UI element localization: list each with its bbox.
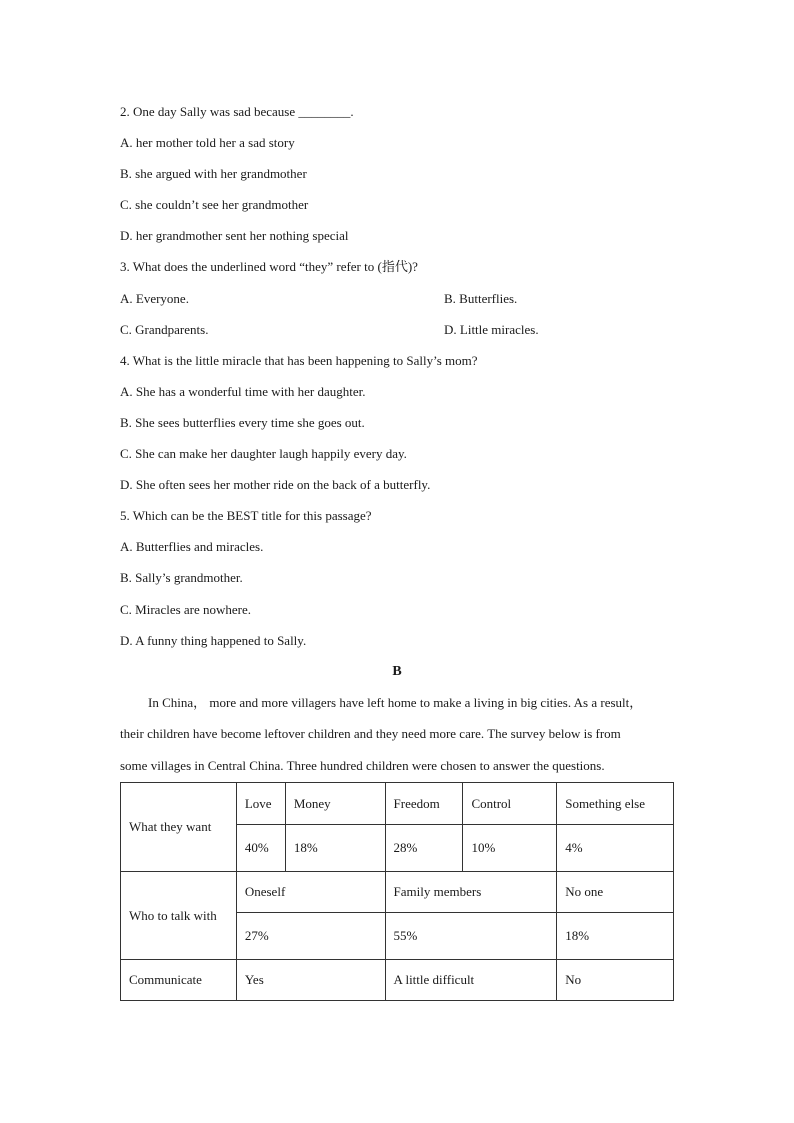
question-3-option-d: D. Little miracles.	[444, 321, 539, 337]
question-5-option-a: A. Butterflies and miracles.	[120, 539, 264, 555]
table-row-talk-headers	[121, 872, 674, 913]
question-4-option-b: B. She sees butterflies every time she goes out.	[120, 414, 365, 430]
question-3-option-c: C. Grandparents.	[120, 321, 209, 337]
header-family-members: Family members	[385, 872, 557, 913]
value-a-little-difficult: A little difficult	[385, 960, 557, 1001]
question-4-option-d: D. She often sees her mother ride on the back of a butterfly.	[120, 477, 431, 493]
row-label-what-they-want: What they want	[121, 783, 237, 872]
question-2-stem: 2. One day Sally was sad because ________.	[120, 104, 354, 119]
passage-line-1: In China， more and more villagers have left home to make a living in big cities. As a result，	[148, 694, 643, 710]
survey-table	[120, 782, 674, 1001]
value-family-members: 55%	[385, 913, 557, 960]
question-5-option-d: D. A funny thing happened to Sally.	[120, 632, 307, 648]
passage-line-2: their children have become leftover children and they need more care. The survey below is from	[120, 726, 621, 742]
value-freedom: 28%	[385, 825, 463, 872]
value-money: 18%	[285, 825, 385, 872]
value-yes: Yes	[236, 960, 385, 1001]
section-b-heading: B	[392, 663, 402, 679]
question-2-option-d: D. her grandmother sent her nothing special	[120, 228, 349, 244]
question-3-stem: 3. What does the underlined word “they” refer to (指代)?	[120, 259, 418, 275]
value-oneself: 27%	[236, 913, 385, 960]
question-2-option-b: B. she argued with her grandmother	[120, 166, 307, 182]
question-page	[120, 101, 674, 786]
row-label-communicate: Communicate	[121, 960, 237, 1001]
header-money: Money	[285, 783, 385, 825]
header-something-else: Something else	[557, 783, 674, 825]
value-something-else: 4%	[557, 825, 674, 872]
table-row-communicate	[121, 960, 674, 1001]
value-no-one: 18%	[557, 913, 674, 960]
question-3-options-row-2	[120, 319, 674, 350]
header-no-one: No one	[557, 872, 674, 913]
question-3-options-row-1	[120, 288, 674, 319]
table-row-want-headers	[121, 783, 674, 825]
row-label-who-to-talk-with: Who to talk with	[121, 872, 237, 960]
question-3-option-b: B. Butterflies.	[444, 290, 518, 306]
header-love: Love	[236, 783, 285, 825]
value-no: No	[557, 960, 674, 1001]
question-5-option-b: B. Sally’s grandmother.	[120, 570, 243, 586]
question-2-option-a: A. her mother told her a sad story	[120, 135, 295, 151]
question-4-option-a: A. She has a wonderful time with her daughter.	[120, 383, 366, 399]
header-control: Control	[463, 783, 557, 825]
question-4-option-c: C. She can make her daughter laugh happily every day.	[120, 446, 407, 462]
section-b-passage	[120, 692, 674, 787]
header-freedom: Freedom	[385, 783, 463, 825]
passage-line-3: some villages in Central China. Three hundred children were chosen to answer the questions.	[120, 757, 605, 773]
question-5-option-c: C. Miracles are nowhere.	[120, 601, 252, 617]
value-control: 10%	[463, 825, 557, 872]
question-4-stem: 4. What is the little miracle that has been happening to Sally’s mom?	[120, 352, 478, 368]
question-3-option-a: A. Everyone.	[120, 290, 189, 306]
value-love: 40%	[236, 825, 285, 872]
question-5-stem: 5. Which can be the BEST title for this passage?	[120, 508, 372, 524]
question-2-option-c: C. she couldn’t see her grandmother	[120, 197, 309, 213]
header-oneself: Oneself	[236, 872, 385, 913]
